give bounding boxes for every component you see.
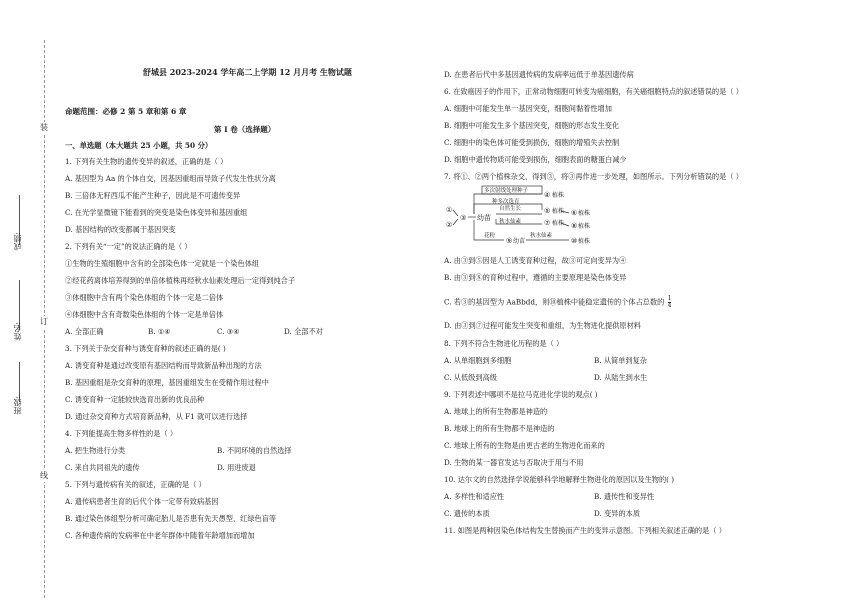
node-plant-7: 植株 xyxy=(552,220,565,227)
q9-option-a[interactable]: A. 地球上的所有生物都是神造的 xyxy=(444,407,548,416)
node-7: ⑦ xyxy=(544,219,551,227)
q2-statement-2: ②经花药离体培养得到的单倍体植株再经秋水仙素处理后一定得到纯合子 xyxy=(65,276,296,285)
q8-option-a[interactable]: A. 从单细胞到多细胞 xyxy=(444,356,512,365)
node-plant-10: 植株 xyxy=(578,238,591,245)
q1-option-d[interactable]: D. 基因结构的改变都属于基因突变 xyxy=(65,225,176,234)
q8-option-c[interactable]: C. 从低级到高级 xyxy=(444,373,497,382)
node-young: 幼苗 xyxy=(477,214,491,222)
q3-option-a[interactable]: A. 诱变育种是通过改变原有基因结构而导致新品种出现的方法 xyxy=(65,361,262,370)
q6-option-b[interactable]: B. 细胞中可能发生多个基因突变，细胞的形态发生变化 xyxy=(444,121,620,130)
fraction-den: 4 xyxy=(667,302,672,309)
question-4: 4. 下列能提高生物多样性的是（ ） xyxy=(65,429,178,438)
question-8: 8. 下列不符合生物进化历程的是（ ） xyxy=(444,339,564,348)
q10-option-b[interactable]: B. 遗传性和变异性 xyxy=(594,492,655,501)
breeding-diagram xyxy=(444,184,604,248)
q7-option-b[interactable]: B. 由③到⑧的育种过程中，遵循的主要原理是染色体变异 xyxy=(444,273,627,282)
label-colch2: 秋水仙素 xyxy=(530,233,553,239)
label-multi: 种多次选育 xyxy=(492,199,520,205)
part-title: 第 I 卷（选择题） xyxy=(214,125,276,134)
q9-option-c[interactable]: C. 地球上所有的生物是由更古老的生物进化而来的 xyxy=(444,441,605,450)
label-xray: 多次射线处理种子 xyxy=(484,188,529,194)
binding-char-zhuang: 装 xyxy=(37,122,51,134)
q4-option-d[interactable]: D. 用进废退 xyxy=(217,463,256,472)
node-10: ⑩ xyxy=(571,237,578,245)
node-plant-4: 植株 xyxy=(552,192,565,199)
q5-option-d[interactable]: D. 在患者后代中多基因遗传病的发病率远低于单基因遗传病 xyxy=(444,70,634,79)
question-10: 10. 达尔文的自然选择学说能够科学地解释生物进化的原因以及生物的( ) xyxy=(444,475,675,484)
q2-option-d[interactable]: D. 全部不对 xyxy=(284,327,323,336)
question-6: 6. 在致癌因子的作用下，正常动物细胞可转变为癌细胞，有关癌细胞特点的叙述错误的是（ ） xyxy=(444,87,743,96)
question-9: 9. 下列表述中哪项不是拉马克进化学说的观点( ) xyxy=(444,390,598,399)
q7-option-c-text: C. 若③的基因型为 AaBbdd，则⑩植株中能稳定遗传的个体占总数的 xyxy=(444,297,665,307)
node-6: ⑥ xyxy=(571,209,578,217)
q10-option-d[interactable]: D. 变异的本质 xyxy=(594,509,641,518)
q6-option-c[interactable]: C. 细胞中的染色体可能受到损伤，细胞的增殖失去控制 xyxy=(444,138,620,147)
q1-option-b[interactable]: B. 三倍体无籽西瓜不能产生种子，因此是不可遗传变异 xyxy=(65,191,241,200)
q8-option-d[interactable]: D. 从陆生到水生 xyxy=(594,373,648,382)
q7-option-a[interactable]: A. 由③到⑤因是人工诱变育种过程，故③可定向变异为④ xyxy=(444,256,627,265)
q10-option-c[interactable]: C. 遗传的本质 xyxy=(444,509,490,518)
node-plant-8: 植株 xyxy=(578,223,591,230)
q3-option-b[interactable]: B. 基因重组是杂交育种的原理，基因重组发生在受精作用过程中 xyxy=(65,378,269,387)
node-plant-6: 植株 xyxy=(578,210,591,217)
binding-char-ding: 订 xyxy=(37,316,51,328)
right-column xyxy=(444,0,844,608)
question-5: 5. 下列与遗传病有关的叙述，正确的是（ ） xyxy=(65,480,206,489)
q2-statement-1: ①生物的生殖细胞中含有的全部染色体一定就是一个染色体组 xyxy=(65,259,260,268)
node-4: ④ xyxy=(544,191,551,199)
section-title: 一、单选题（本大题共 25 小题，共 50 分） xyxy=(65,141,213,150)
q2-option-c[interactable]: C. ③④ xyxy=(217,327,240,336)
question-11: 11. 如图是两种因染色体结构发生替换而产生的变异示意图。下列相关叙述正确的是（ ） xyxy=(444,526,726,535)
node-plant-5: 植株 xyxy=(552,208,565,215)
q2-statement-3: ③体细胞中含有两个染色体组的个体一定是二倍体 xyxy=(65,293,224,302)
q3-option-d[interactable]: D. 通过杂交育种方式培育新品种，从 F1 就可以进行选择 xyxy=(65,412,248,421)
q9-option-b[interactable]: B. 地球上的所有生物都不是神造的 xyxy=(444,424,555,433)
cross-lines xyxy=(453,210,458,225)
question-7: 7. 将①、②两个植株杂交，得到③，将③再作进一步处理，如图所示。下列分析错误的是（ ） xyxy=(444,172,743,181)
q4-option-a[interactable]: A. 把生物进行分类 xyxy=(65,446,126,455)
q7-option-c[interactable] xyxy=(444,296,671,309)
q6-option-a[interactable]: A. 细胞中可能发生单一基因突变，细胞间黏着性增加 xyxy=(444,104,612,113)
exam-title: 舒城县 2023-2024 学年高二上学期 12 月月考 生物试题 xyxy=(143,67,352,77)
left-column xyxy=(65,0,425,608)
q8-option-b[interactable]: B. 从简单到复杂 xyxy=(594,356,647,365)
binding-margin xyxy=(0,0,60,608)
label-natural: 自然生长 xyxy=(499,206,522,212)
question-3: 3. 下列关于杂交育种与诱变育种的叙述正确的是( ) xyxy=(65,344,226,353)
q2-option-a[interactable]: A. 全部正确 xyxy=(65,327,104,336)
q5-option-b[interactable]: B. 通过染色体组型分析可确定胎儿是否患有先天愚型、红绿色盲等 xyxy=(65,514,277,523)
node-8: ⑧ xyxy=(571,222,578,230)
field-score: 成绩: xyxy=(13,232,22,251)
node-5: ⑤ xyxy=(544,207,551,215)
q5-option-c[interactable]: C. 各种遗传病的发病率在中老年群体中随着年龄增加而增加 xyxy=(65,531,255,540)
q2-statement-4: ④体细胞中含有奇数染色体组的个体一定是单倍体 xyxy=(65,310,224,319)
node-2: ② xyxy=(446,221,453,229)
q9-option-d[interactable]: D. 生物的某一器官发达与否取决于用与不用 xyxy=(444,458,584,467)
exam-scope: 命题范围：必修 2 第 5 章和第 6 章 xyxy=(65,107,187,116)
q1-option-a[interactable]: A. 基因型为 Aa 的个体自交，因基因重组而导致子代发生性状分离 xyxy=(65,174,276,183)
label-pollen: 花粉 xyxy=(484,233,496,239)
label-colch: 秋水仙素 xyxy=(499,219,522,225)
q3-option-c[interactable]: C. 诱变育种一定能较快选育出新的优良品种 xyxy=(65,395,205,404)
node-1: ① xyxy=(446,206,453,214)
q2-option-b[interactable]: B. ①④ xyxy=(148,327,171,336)
q1-option-c[interactable]: C. 在光学显微镜下能看到的突变是染色体变异和基因重组 xyxy=(65,208,248,217)
q4-option-b[interactable]: B. 不同环境的自然选择 xyxy=(217,446,292,455)
field-name: 姓名: xyxy=(13,322,22,341)
q10-option-a[interactable]: A. 多样性和适应性 xyxy=(444,492,505,501)
q4-option-c[interactable]: C. 来自共同祖先的遗传 xyxy=(65,463,140,472)
question-2: 2. 下列有关“一定”的说法正确的是（ ） xyxy=(65,242,192,251)
question-1: 1. 下列有关生物的遗传变异的叙述，正确的是（ ） xyxy=(65,157,228,166)
binding-char-xian: 线 xyxy=(37,470,51,482)
q5-option-a[interactable]: A. 遗传病患者生育的后代个体一定带有致病基因 xyxy=(65,497,219,506)
fraction xyxy=(668,296,672,309)
node-3: ③ xyxy=(460,214,467,222)
node-young-9: 幼苗 xyxy=(513,238,526,245)
q7-option-d[interactable]: D. 由③到⑦过程可能发生突变和重组，为生物进化提供原材料 xyxy=(444,321,641,330)
field-class: 班级: xyxy=(13,396,22,415)
q6-option-d[interactable]: D. 细胞中遗传物质可能受到损伤，细胞表面的糖蛋白减少 xyxy=(444,155,627,164)
node-9: ⑨ xyxy=(506,237,513,245)
fraction-num: 1 xyxy=(667,295,672,302)
